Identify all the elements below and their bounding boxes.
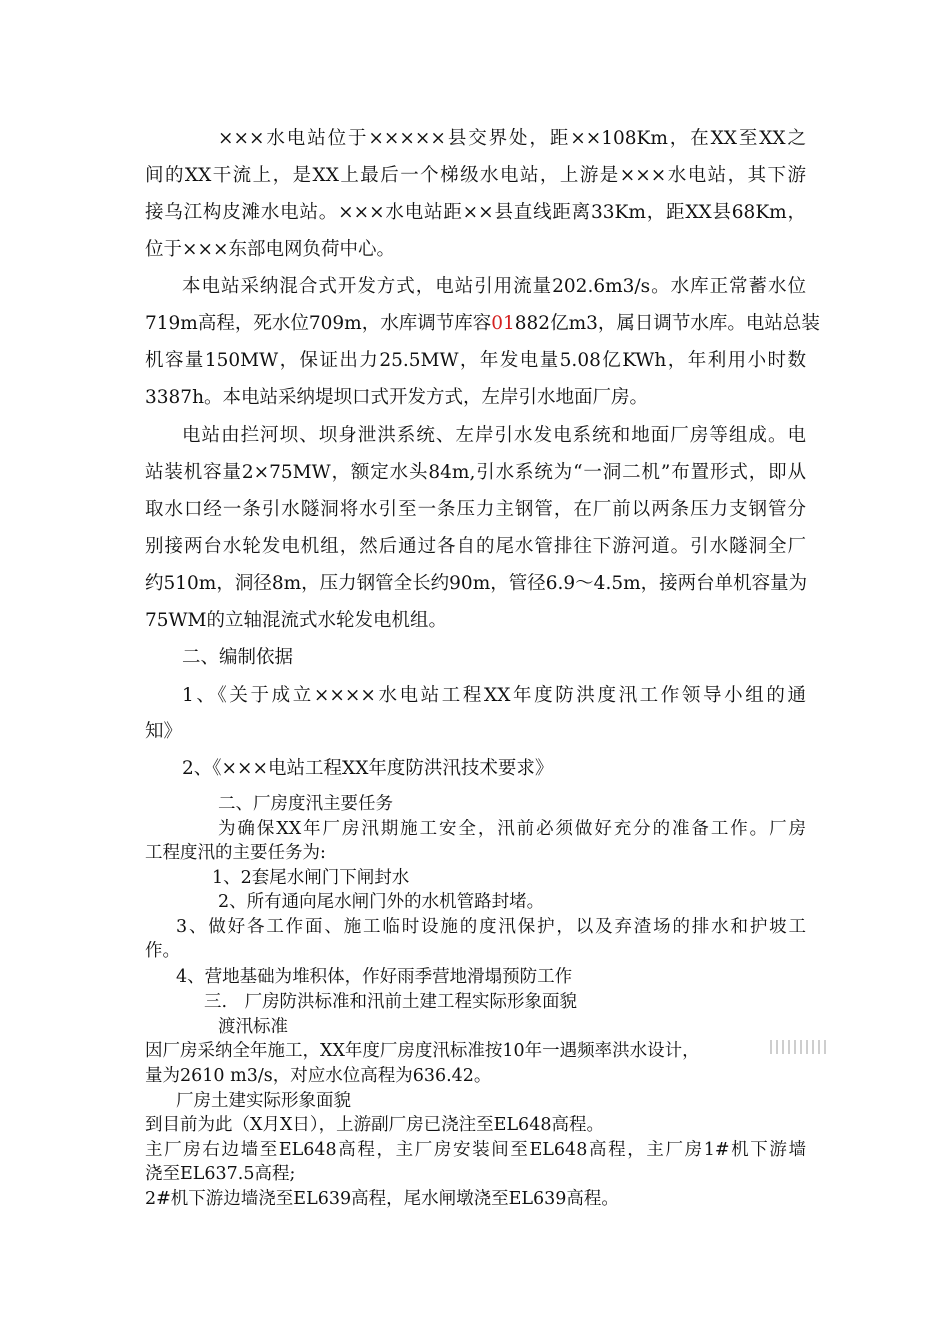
- line-2-suffix: 882亿m3，属日调节水库。电站总装: [514, 313, 820, 334]
- paragraph-2-line-3: 机容量150MW，保证出力25.5MW，年发电量5.08亿KWh，年利用小时数: [145, 350, 806, 371]
- task-item-4: 4、营地基础为堆积体，作好雨季营地滑塌预防工作: [176, 967, 573, 987]
- section-standard-heading: 三. 厂房防洪标准和汛前土建工程实际形象面貌: [204, 992, 578, 1012]
- progress-line-2: 主厂房右边墙至EL648高程，主厂房安装间至EL648高程，主厂房1#机下游墙: [145, 1140, 806, 1160]
- paragraph-2-line-4: 3387h。本电站采纳堤坝口式开发方式，左岸引水地面厂房。: [145, 387, 648, 408]
- basis-item-2: 2、《×××电站工程XX年度防洪汛技术要求》: [182, 758, 554, 779]
- paragraph-3-line-5: 约510m，洞径8m，压力钢管全长约90m，管径6.9～4.5m，接两台单机容量为: [145, 573, 808, 594]
- paragraph-1-line-3: 接乌江构皮滩水电站。×××水电站距××县直线距离33Km，距XX县68Km，: [145, 202, 806, 223]
- standard-subheading-2: 厂房土建实际形象面貌: [176, 1091, 351, 1111]
- paragraph-3-line-3: 取水口经一条引水隧洞将水引至一条压力主钢管，在厂前以两条压力支钢管分: [145, 499, 806, 520]
- section-basis-heading: 二、编制依据: [182, 647, 294, 668]
- progress-line-4: 2#机下游边墙浇至EL639高程，尾水闸墩浇至EL639高程。: [145, 1189, 619, 1209]
- paragraph-3-line-6: 75WM的立轴混流式水轮发电机组。: [145, 610, 447, 631]
- paragraph-3-line-1: 电站由拦河坝、坝身泄洪系统、左岸引水发电系统和地面厂房等组成。电: [182, 425, 806, 446]
- paragraph-1-line-1: ×××水电站位于×××××县交界处，距××108Km，在XX至XX之: [218, 128, 806, 149]
- paragraph-1-line-4: 位于×××东部电网负荷中心。: [145, 239, 396, 260]
- paragraph-3-line-4: 别接两台水轮发电机组，然后通过各自的尾水管排往下游河道。引水隧洞全厂: [145, 536, 806, 557]
- paragraph-3-line-2: 站装机容量2×75MW，额定水头84m,引水系统为“一洞二机”布置形式，即从: [145, 462, 806, 483]
- line-2-prefix: 719m高程，死水位709m，水库调节库容: [145, 313, 492, 334]
- basis-item-1-line-1: 1、《关于成立××××水电站工程XX年度防洪度汛工作领导小组的通: [182, 685, 806, 706]
- tasks-intro-line-2: 工程度汛的主要任务为:: [145, 843, 326, 863]
- task-item-2: 2、所有通向尾水闸门外的水机管路封堵。: [218, 892, 545, 912]
- basis-item-1-line-2: 知》: [145, 721, 183, 742]
- paragraph-2-line-1: 本电站采纳混合式开发方式，电站引用流量202.6m3/s。水库正常蓄水位: [182, 276, 806, 297]
- paragraph-1-line-2: 间的XX干流上，是XX上最后一个梯级水电站，上游是×××水电站，其下游: [145, 165, 806, 186]
- progress-line-1: 到目前为此（X月X日），上游副厂房已浇注至EL648高程。: [145, 1115, 604, 1135]
- standard-line-2: 量为2610 m3/s，对应水位高程为636.42。: [145, 1066, 492, 1086]
- standard-line-1: 因厂房采纳全年施工，XX年度厂房度汛标准按10年一遇频率洪水设计，: [145, 1041, 700, 1061]
- task-item-3-line-2: 作。: [145, 941, 180, 961]
- tasks-intro-line-1: 为确保XX年厂房汛期施工安全，汛前必须做好充分的准备工作。厂房: [218, 819, 806, 839]
- standard-subheading-1: 渡汛标准: [218, 1017, 288, 1037]
- task-item-3-line-1: 3、做好各工作面、施工临时设施的度汛保护，以及弃渣场的排水和护坡工: [176, 917, 806, 937]
- faded-text-smudge: [770, 1040, 830, 1054]
- task-item-1: 1、2套尾水闸门下闸封水: [212, 868, 410, 888]
- paragraph-2-line-2: [145, 312, 820, 336]
- section-tasks-heading: 二、厂房度汛主要任务: [218, 794, 393, 814]
- progress-line-3: 浇至EL637.5高程;: [145, 1164, 296, 1184]
- red-highlight-text: 01: [491, 313, 515, 334]
